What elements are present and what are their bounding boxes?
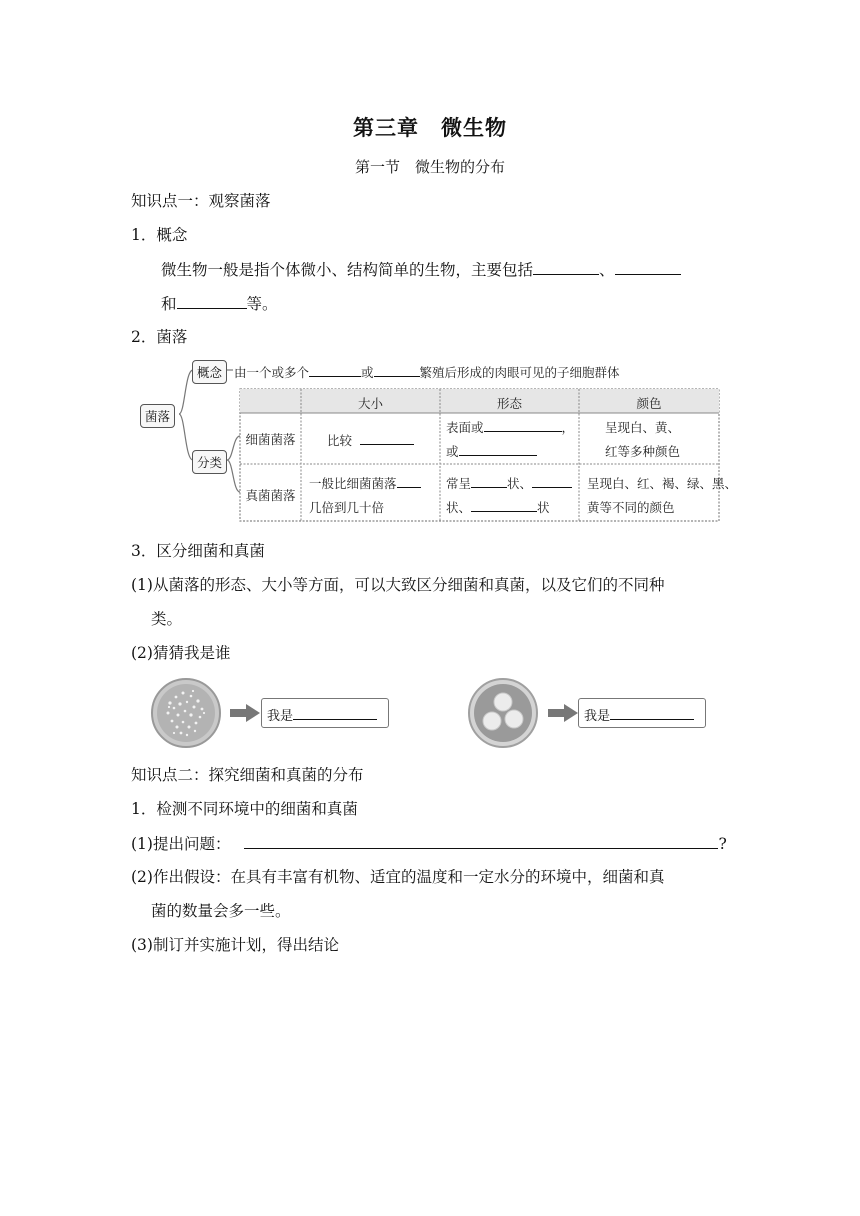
concept-line-2	[161, 292, 278, 315]
bacteria-color-2: 红等多种颜色	[605, 444, 681, 459]
kp2-title: 知识点二：探究细菌和真菌的分布	[131, 766, 364, 784]
header-size: 大小	[357, 396, 383, 411]
fungi-size-2: 几倍到几十倍	[309, 500, 385, 515]
fungi-color-2: 黄等不同的颜色	[587, 500, 675, 515]
root-label-colony: 菌落	[140, 404, 175, 428]
concept-text-part: 或	[361, 365, 374, 380]
answer-blank[interactable]	[615, 258, 681, 275]
concept-line-1	[161, 258, 681, 281]
concept-text-part: 由一个或多个	[234, 365, 310, 380]
section-title: 第一节 微生物的分布	[354, 158, 505, 176]
colony-heading: 2．菌落	[131, 328, 188, 346]
arrow-icon	[230, 704, 260, 722]
concept-suffix: 等。	[246, 295, 278, 313]
distinguish-heading: 3．区分细菌和真菌	[131, 542, 265, 560]
guess-row	[267, 705, 377, 724]
answer-blank[interactable]	[532, 475, 572, 488]
separator: 、	[599, 261, 615, 279]
colony-concept-text	[234, 363, 620, 381]
answer-blank[interactable]	[533, 258, 599, 275]
answer-blank[interactable]	[374, 364, 420, 377]
answer-blank[interactable]	[360, 432, 414, 445]
answer-blank[interactable]	[459, 443, 537, 456]
guess-row	[584, 705, 694, 724]
row-bacteria-name: 细菌菌落	[245, 432, 296, 447]
distinguish-item2: (2)猜猜我是谁	[131, 644, 231, 662]
answer-blank[interactable]	[610, 706, 694, 720]
answer-blank[interactable]	[309, 364, 361, 377]
concept-prefix: 和	[161, 295, 177, 313]
explore-hypothesis-line2: 菌的数量会多一些。	[151, 902, 291, 920]
explore-heading: 1．检测不同环境中的细菌和真菌	[131, 800, 358, 818]
answer-blank[interactable]	[293, 706, 377, 720]
bacteria-shape-1	[446, 418, 574, 436]
bacteria-shape-2	[446, 442, 537, 460]
answer-blank[interactable]	[244, 832, 718, 849]
arrow-icon	[548, 704, 578, 722]
cell-text: 状、	[507, 476, 533, 491]
question-label: (1)提出问题：	[131, 835, 231, 853]
cell-text: 表面或	[446, 420, 484, 435]
explore-plan: (3)制订并实施计划，得出结论	[131, 936, 339, 954]
guess-label: 我是	[584, 709, 611, 724]
answer-blank[interactable]	[471, 475, 507, 488]
guess-label: 我是	[267, 709, 294, 724]
fungi-size-1	[309, 474, 421, 492]
row-fungi-name: 真菌菌落	[245, 488, 296, 503]
chapter-title: 第三章 微生物	[353, 115, 507, 140]
cell-text: 常呈	[446, 476, 472, 491]
bacteria-color-1: 呈现白、黄、	[605, 420, 681, 435]
cell-text: 或	[446, 444, 459, 459]
kp1-title: 知识点一：观察菌落	[131, 192, 271, 210]
explore-hypothesis-line1: (2)作出假设：在具有丰富有机物、适宜的温度和一定水分的环境中，细菌和真	[131, 868, 665, 886]
distinguish-item1-line1: (1)从菌落的形态、大小等方面，可以大致区分细菌和真菌，以及它们的不同种	[131, 576, 665, 594]
concept-text-part: 繁殖后形成的肉眼可见的子细胞群体	[419, 365, 620, 380]
cell-text: 一般比细菌菌落	[309, 476, 397, 491]
cell-text: 状、	[446, 500, 472, 515]
cell-text: 比较	[327, 433, 353, 448]
cell-text: ，	[561, 420, 575, 435]
colony-diagram	[137, 356, 738, 526]
guess-box-1	[261, 698, 389, 728]
answer-blank[interactable]	[397, 475, 421, 488]
explore-question-1	[131, 832, 727, 855]
concept-heading: 1．概念	[131, 226, 188, 244]
branch-label-concept: 概念	[192, 360, 227, 384]
petri-dish-bacteria-image	[150, 677, 222, 749]
petri-dish-fungi-image	[467, 677, 539, 749]
answer-blank[interactable]	[471, 499, 537, 512]
fungi-color-1: 呈现白、红、褐、绿、黑、	[587, 476, 738, 491]
cell-text: 状	[537, 500, 550, 515]
fungi-shape-2	[446, 498, 550, 516]
answer-blank[interactable]	[177, 292, 247, 309]
fungi-shape-1	[446, 474, 572, 492]
answer-blank[interactable]	[484, 419, 562, 432]
concept-text: 微生物一般是指个体微小、结构简单的生物，主要包括	[161, 261, 534, 279]
header-shape: 形态	[496, 396, 522, 411]
bacteria-size	[327, 431, 414, 449]
guess-box-2	[578, 698, 706, 728]
distinguish-item1-line2: 类。	[151, 610, 183, 628]
header-color: 颜色	[636, 396, 662, 411]
question-mark: ?	[718, 835, 727, 853]
branch-label-class: 分类	[192, 450, 227, 474]
